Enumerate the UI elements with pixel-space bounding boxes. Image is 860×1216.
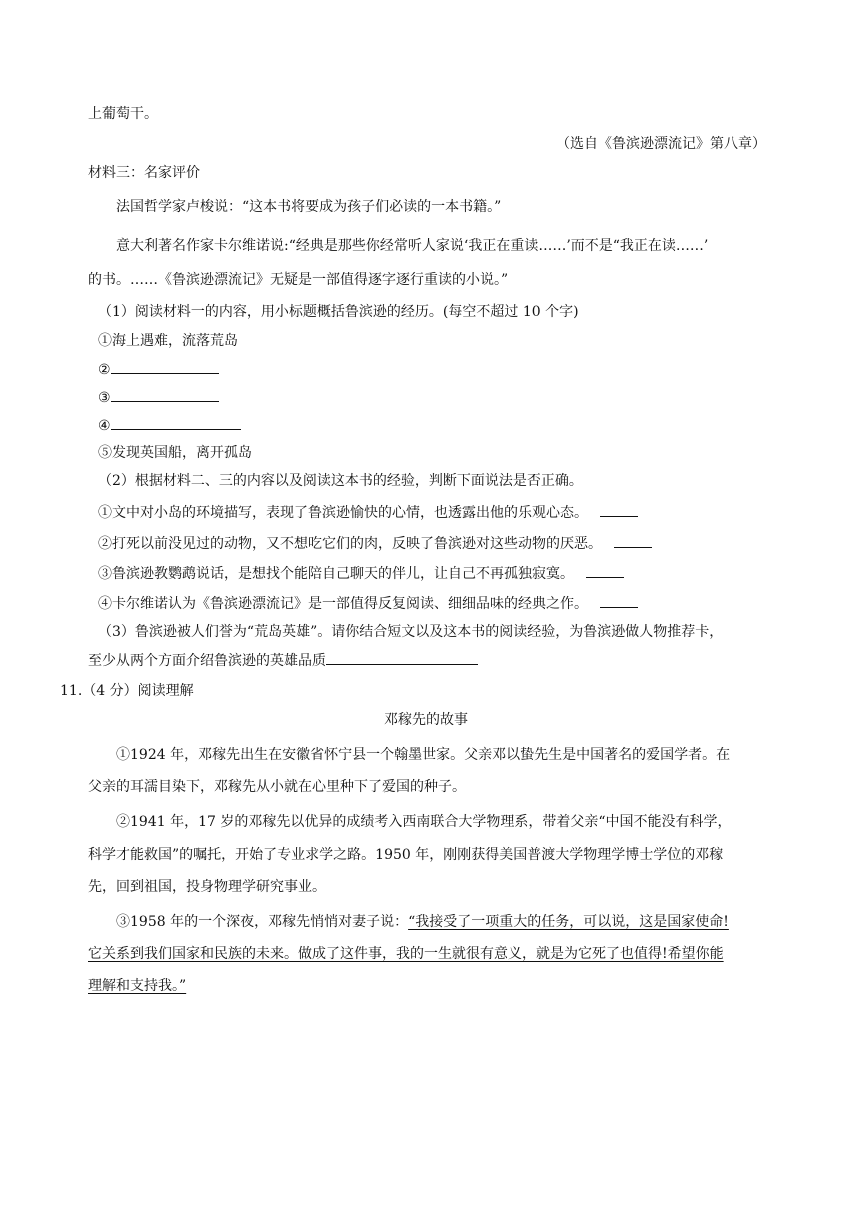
answer-blank[interactable] — [326, 650, 478, 665]
answer-blank[interactable] — [586, 563, 624, 578]
answer-item: ⑤发现英国船，离开孤岛 — [98, 445, 252, 461]
text-line: 意大利著名作家卡尔维诺说:“经典是那些你经常听人家说‘我正在重读……’而不是“我正在读……’ — [116, 238, 709, 254]
answer-blank[interactable] — [600, 593, 638, 608]
statement-text: ②打死以前没见过的动物，又不想吃它们的肉，反映了鲁滨逊对这些动物的厌恶。 — [98, 536, 602, 552]
answer-item: ①海上遇难，流落荒岛 — [98, 333, 238, 349]
item-number: ② — [98, 362, 111, 378]
paragraph-line: ②1941 年，17 岁的邓稼先以优异的成绩考入西南联合大学物理系，带着父亲“中国不能没有科学， — [116, 814, 732, 830]
statement-text: ③鲁滨逊教鹦鹉说话，是想找个能陪自己聊天的伴儿，让自己不再孤独寂寞。 — [98, 566, 574, 582]
paragraph-line: 父亲的耳濡目染下，邓稼先从小就在心里种下了爱国的种子。 — [88, 779, 466, 795]
paragraph-line: ①1924 年，邓稼先出生在安徽省怀宁县一个翰墨世家。父亲邓以蛰先生是中国著名的爱国学者。在 — [116, 747, 731, 763]
paragraph-line — [116, 912, 729, 932]
source-citation: （选自《鲁滨逊漂流记》第八章） — [556, 136, 766, 152]
statement-text: ④卡尔维诺认为《鲁滨逊漂流记》是一部值得反复阅读、细细品味的经典之作。 — [98, 596, 588, 612]
paragraph-line: 科学才能救国”的嘱托，开始了专业求学之路。1950 年，刚刚获得美国普渡大学物理学博士学位的邓稼 — [88, 847, 724, 863]
underlined-quote: 理解和支持我。” — [88, 978, 187, 994]
answer-blank[interactable] — [111, 415, 241, 430]
judgement-item — [98, 502, 638, 523]
text-line: 的书。……《鲁滨逊漂流记》无疑是一部值得逐字逐行重读的小说。” — [88, 272, 509, 288]
article-title: 邓稼先的故事 — [384, 712, 468, 728]
section-heading: 材料三：名家评价 — [88, 165, 200, 181]
text-line: 法国哲学家卢梭说：“这本书将要成为孩子们必读的一本书籍。” — [116, 199, 502, 215]
underlined-quote: “我接受了一项重大的任务，可以说，这是国家使命! — [408, 914, 729, 930]
judgement-item — [98, 563, 624, 584]
paragraph-line: 先，回到祖国，投身物理学研究事业。 — [88, 879, 326, 895]
question-3-cont — [88, 650, 478, 671]
item-number: ④ — [98, 418, 111, 434]
answer-item — [98, 387, 219, 408]
underlined-quote: 它关系到我们国家和民族的未来。做成了这件事，我的一生就很有意义，就是为它死了也值得!希望你能 — [88, 946, 724, 962]
statement-text: ①文中对小岛的环境描写，表现了鲁滨逊愉快的心情，也透露出他的乐观心态。 — [98, 505, 588, 521]
question-1: （1）阅读材料一的内容，用小标题概括鲁滨逊的经历。(每空不超过 10 个字) — [98, 304, 579, 320]
question-11-heading: 11.（4 分）阅读理解 — [60, 683, 194, 699]
judgement-item — [98, 593, 638, 614]
item-number: ③ — [98, 390, 111, 406]
answer-blank[interactable] — [600, 502, 638, 517]
question-3: （3）鲁滨逊被人们誉为“荒岛英雄”。请你结合短文以及这本书的阅读经验，为鲁滨逊做人物推荐卡， — [98, 624, 724, 640]
answer-item — [98, 359, 219, 380]
prompt-text: 至少从两个方面介绍鲁滨逊的英雄品质 — [88, 653, 326, 669]
answer-item — [98, 415, 241, 436]
question-2: （2）根据材料二、三的内容以及阅读这本书的经验，判断下面说法是否正确。 — [98, 473, 583, 489]
judgement-item — [98, 533, 652, 554]
answer-blank[interactable] — [111, 387, 219, 402]
text-line: 上葡萄干。 — [88, 106, 158, 122]
paragraph-text: ③1958 年的一个深夜，邓稼先悄悄对妻子说： — [116, 914, 409, 930]
answer-blank[interactable] — [111, 359, 219, 374]
answer-blank[interactable] — [614, 533, 652, 548]
